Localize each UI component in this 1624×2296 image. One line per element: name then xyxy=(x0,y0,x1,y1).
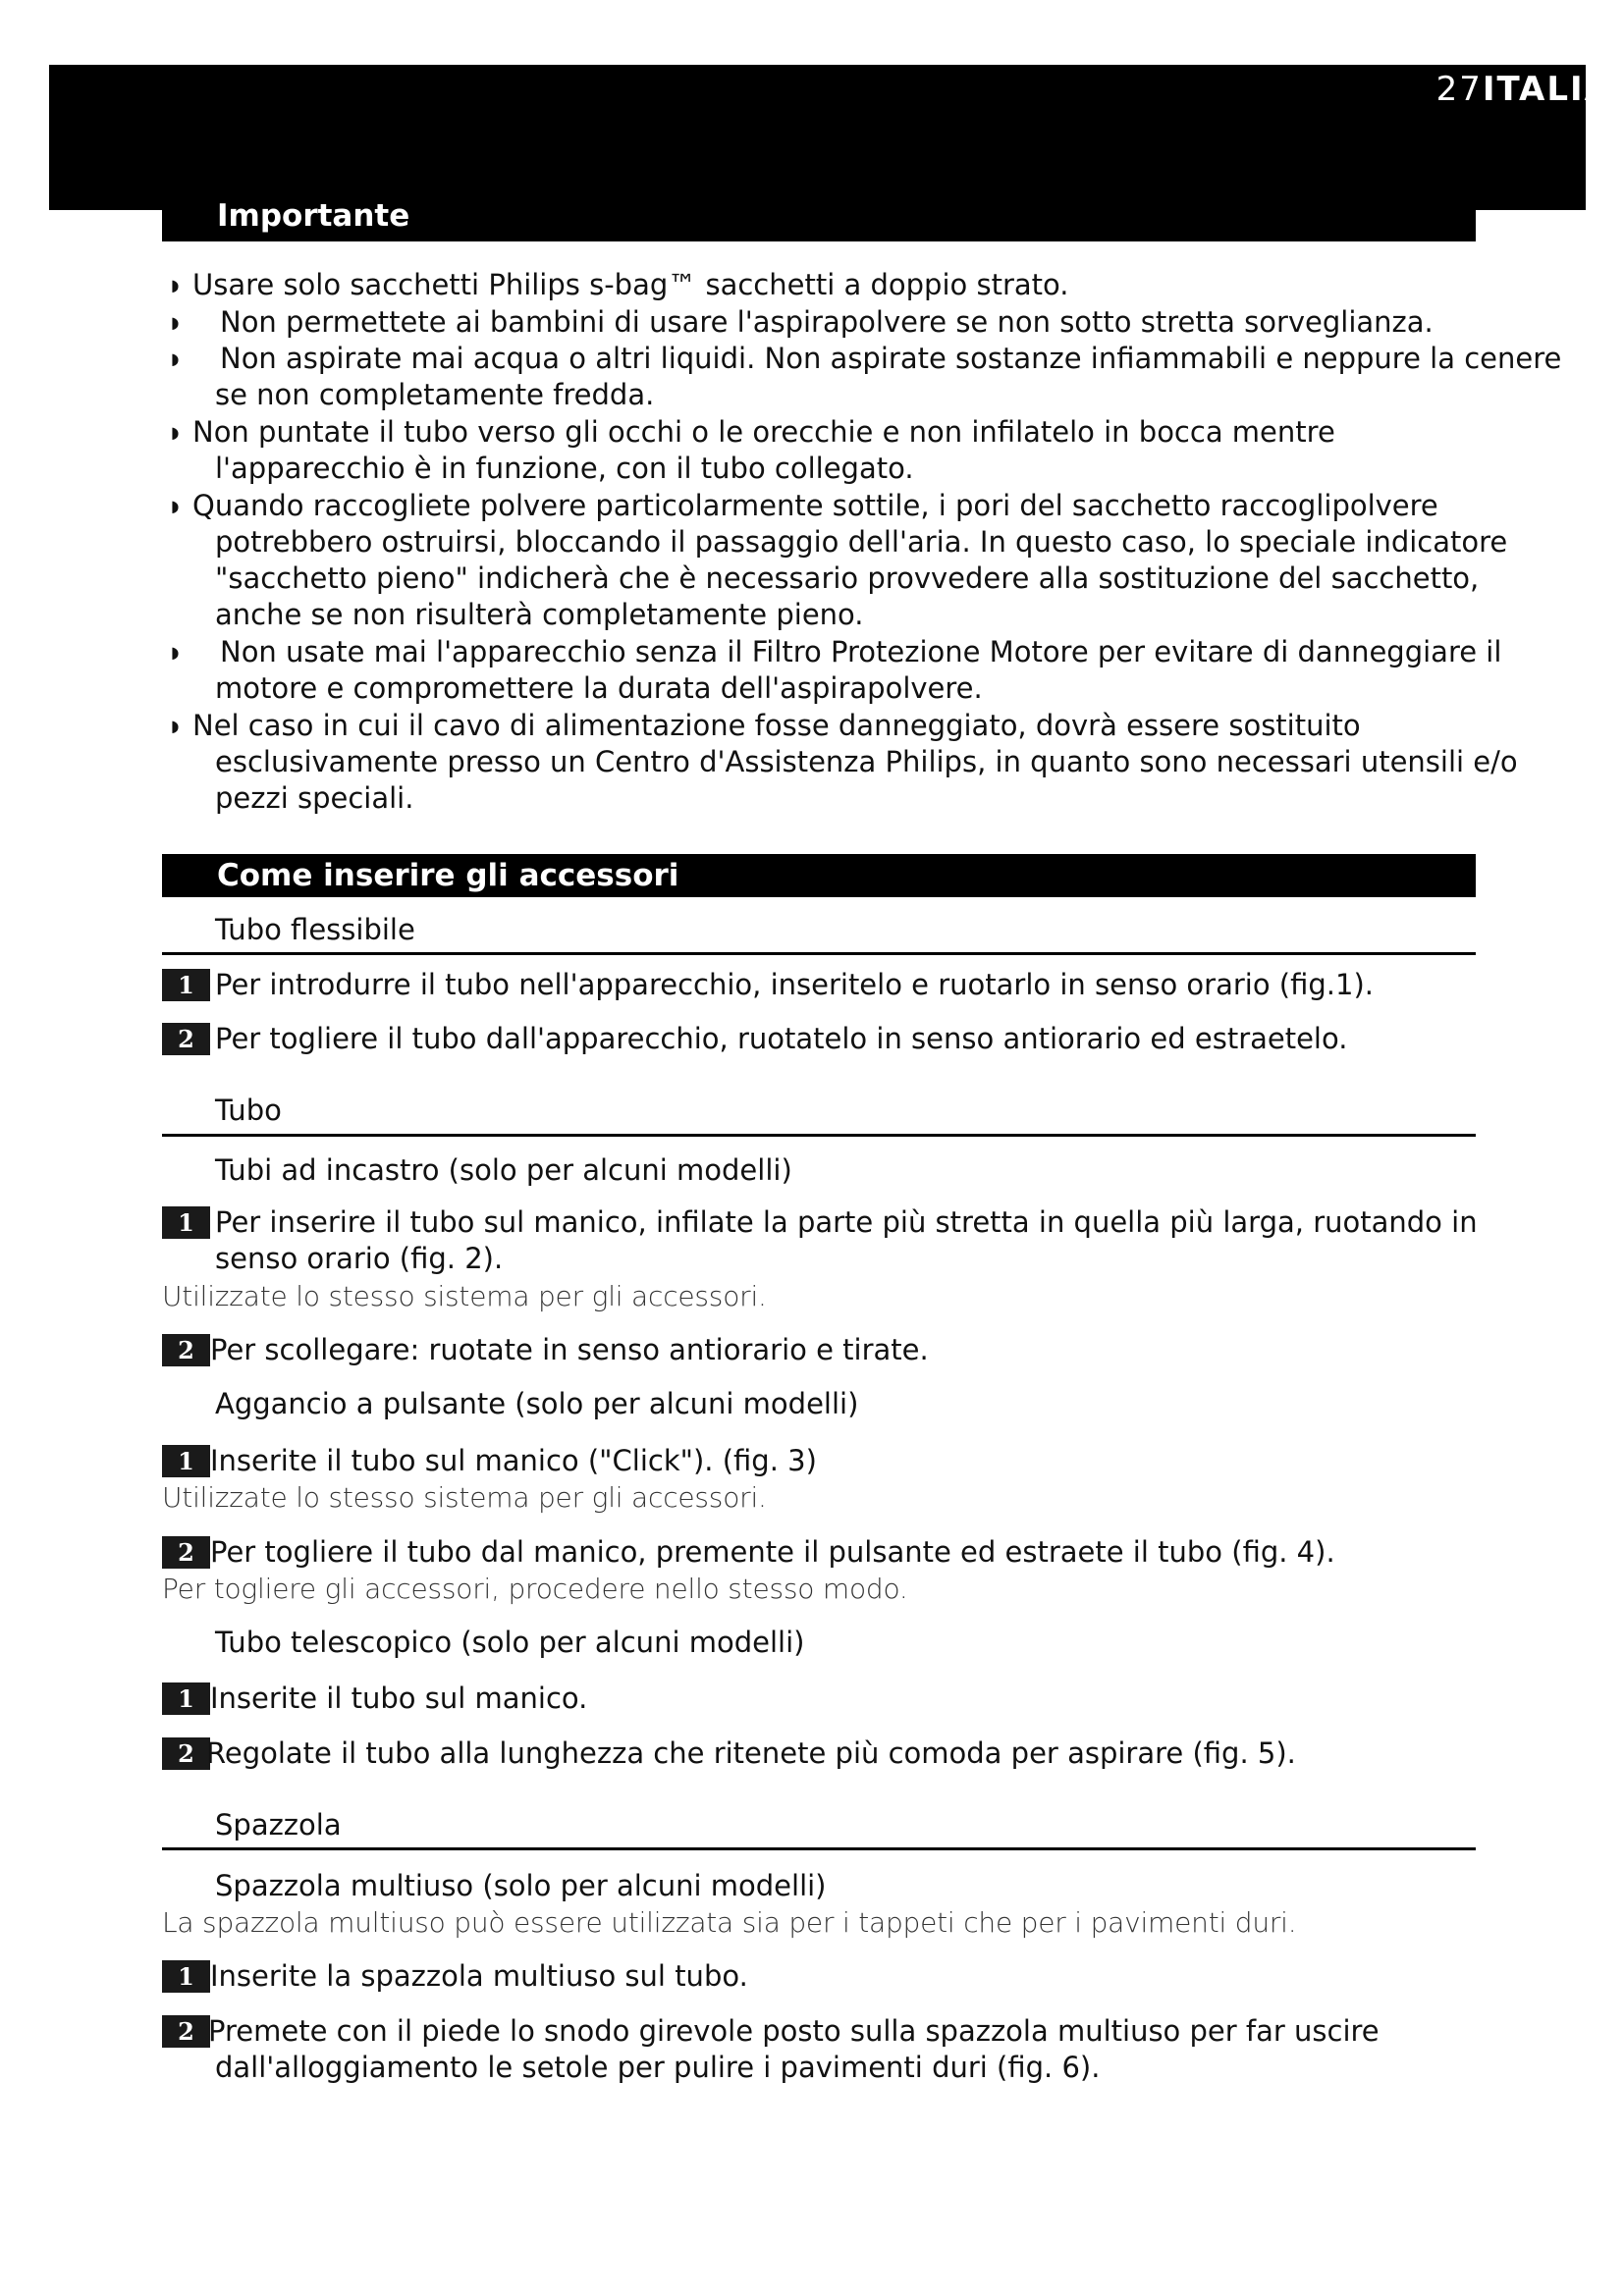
bullet-line: Non permettete ai bambini di usare l'aspirapolvere se non sotto stretta sorveglianza. xyxy=(220,305,1434,339)
language-label: ITALIA xyxy=(1482,70,1612,109)
step-number-badge: 1 xyxy=(162,1445,210,1477)
step-number-badge: 2 xyxy=(162,1536,210,1569)
bullet-icon: ◗ xyxy=(171,497,180,515)
bullet-line: "sacchetto pieno" indicherà che è necessario provvedere alla sostituzione del sacchetto, xyxy=(215,561,1480,595)
step-text: Per scollegare: ruotate in senso antiorario e tirate. xyxy=(210,1333,929,1366)
page-label xyxy=(1406,70,1612,109)
step-text: Premete con il piede lo snodo girevole posto sulla spazzola multiuso per far uscire xyxy=(208,2014,1380,2048)
bullet-line: se non completamente fredda. xyxy=(215,378,655,411)
subheading-spazzola: Spazzola xyxy=(215,1808,342,1842)
section-title-accessories: Come inserire gli accessori xyxy=(162,854,1476,897)
step-text: Per inserire il tubo sul manico, infilate la parte più stretta in quella più larga, ruotando in xyxy=(215,1205,1478,1239)
subheading-tubo-flessibile: Tubo flessibile xyxy=(215,913,415,946)
step-text: Per togliere il tubo dal manico, premente il pulsante ed estraete il tubo (fig. 4). xyxy=(210,1535,1335,1569)
header-bar xyxy=(49,65,1586,210)
divider xyxy=(162,952,1476,955)
bullet-line: anche se non risulterà completamente pieno. xyxy=(215,598,864,631)
bullet-line: motore e compromettere la durata dell'aspirapolvere. xyxy=(215,671,983,705)
bullet-line: pezzi speciali. xyxy=(215,781,414,815)
note-text: Utilizzate lo stesso sistema per gli accessori. xyxy=(162,1280,767,1312)
step-number-badge: 2 xyxy=(162,2015,210,2048)
subheading-tubo: Tubo xyxy=(215,1094,282,1127)
step-number-badge: 2 xyxy=(162,1737,210,1770)
subheading-aggancio-pulsante: Aggancio a pulsante (solo per alcuni modelli) xyxy=(215,1387,859,1420)
bullet-line: Usare solo sacchetti Philips s-bag™ sacchetti a doppio strato. xyxy=(192,268,1069,301)
subheading-tubo-telescopico: Tubo telescopico (solo per alcuni modelli) xyxy=(215,1626,805,1659)
step-number-badge: 1 xyxy=(162,1682,210,1715)
subheading-tubi-incastro: Tubi ad incastro (solo per alcuni modelli) xyxy=(215,1153,792,1187)
bullet-line: Nel caso in cui il cavo di alimentazione fosse danneggiato, dovrà essere sostituito xyxy=(192,709,1361,742)
bullet-icon: ◗ xyxy=(171,643,180,662)
bullet-icon: ◗ xyxy=(171,276,180,294)
note-text: La spazzola multiuso può essere utilizzata sia per i tappeti che per i pavimenti duri. xyxy=(162,1906,1297,1939)
step-number-badge: 2 xyxy=(162,1334,210,1366)
step-text: Per introdurre il tubo nell'apparecchio, inseritelo e ruotarlo in senso orario (fig.1). xyxy=(215,968,1374,1001)
note-text: Utilizzate lo stesso sistema per gli accessori. xyxy=(162,1481,767,1514)
bullet-line: esclusivamente presso un Centro d'Assistenza Philips, in quanto sono necessari utensili e/o xyxy=(215,745,1518,778)
step-number-badge: 1 xyxy=(162,1960,210,1993)
bullet-line: Quando raccogliete polvere particolarmente sottile, i pori del sacchetto raccoglipolvere xyxy=(192,489,1438,522)
subheading-spazzola-multiuso: Spazzola multiuso (solo per alcuni modelli) xyxy=(215,1869,827,1902)
divider xyxy=(162,1847,1476,1850)
step-number-badge: 2 xyxy=(162,1023,210,1055)
step-text: Inserite il tubo sul manico ("Click"). (fig. 3) xyxy=(210,1444,817,1477)
step-text: Regolate il tubo alla lunghezza che ritenete più comoda per aspirare (fig. 5). xyxy=(206,1736,1296,1770)
bullet-icon: ◗ xyxy=(171,349,180,368)
bullet-line: Non usate mai l'apparecchio senza il Filtro Protezione Motore per evitare di danneggiare il xyxy=(220,635,1502,668)
bullet-line: Non puntate il tubo verso gli occhi o le orecchie e non infilatelo in bocca mentre xyxy=(192,415,1335,449)
bullet-icon: ◗ xyxy=(171,717,180,735)
bullet-line: Non aspirate mai acqua o altri liquidi. Non aspirate sostanze infiammabili e neppure la cenere xyxy=(220,342,1562,375)
bullet-line: l'apparecchio è in funzione, con il tubo collegato. xyxy=(215,452,914,485)
step-number-badge: 1 xyxy=(162,969,210,1001)
divider xyxy=(162,1134,1476,1137)
step-text-continued: senso orario (fig. 2). xyxy=(215,1242,504,1275)
bullet-icon: ◗ xyxy=(171,423,180,442)
note-text: Per togliere gli accessori, procedere nello stesso modo. xyxy=(162,1573,908,1605)
step-number-badge: 1 xyxy=(162,1206,210,1239)
step-text: Inserite il tubo sul manico. xyxy=(210,1682,588,1715)
step-text-continued: dall'alloggiamento le setole per pulire i pavimenti duri (fig. 6). xyxy=(215,2051,1101,2084)
page-number: 27 xyxy=(1435,70,1483,109)
bullet-icon: ◗ xyxy=(171,313,180,332)
step-text: Per togliere il tubo dall'apparecchio, ruotatelo in senso antiorario ed estraetelo. xyxy=(215,1022,1348,1055)
bullet-line: potrebbero ostruirsi, bloccando il passaggio dell'aria. In questo caso, lo speciale indicatore xyxy=(215,525,1508,559)
section-title-important: Importante xyxy=(162,194,1476,241)
step-text: Inserite la spazzola multiuso sul tubo. xyxy=(210,1959,748,1993)
